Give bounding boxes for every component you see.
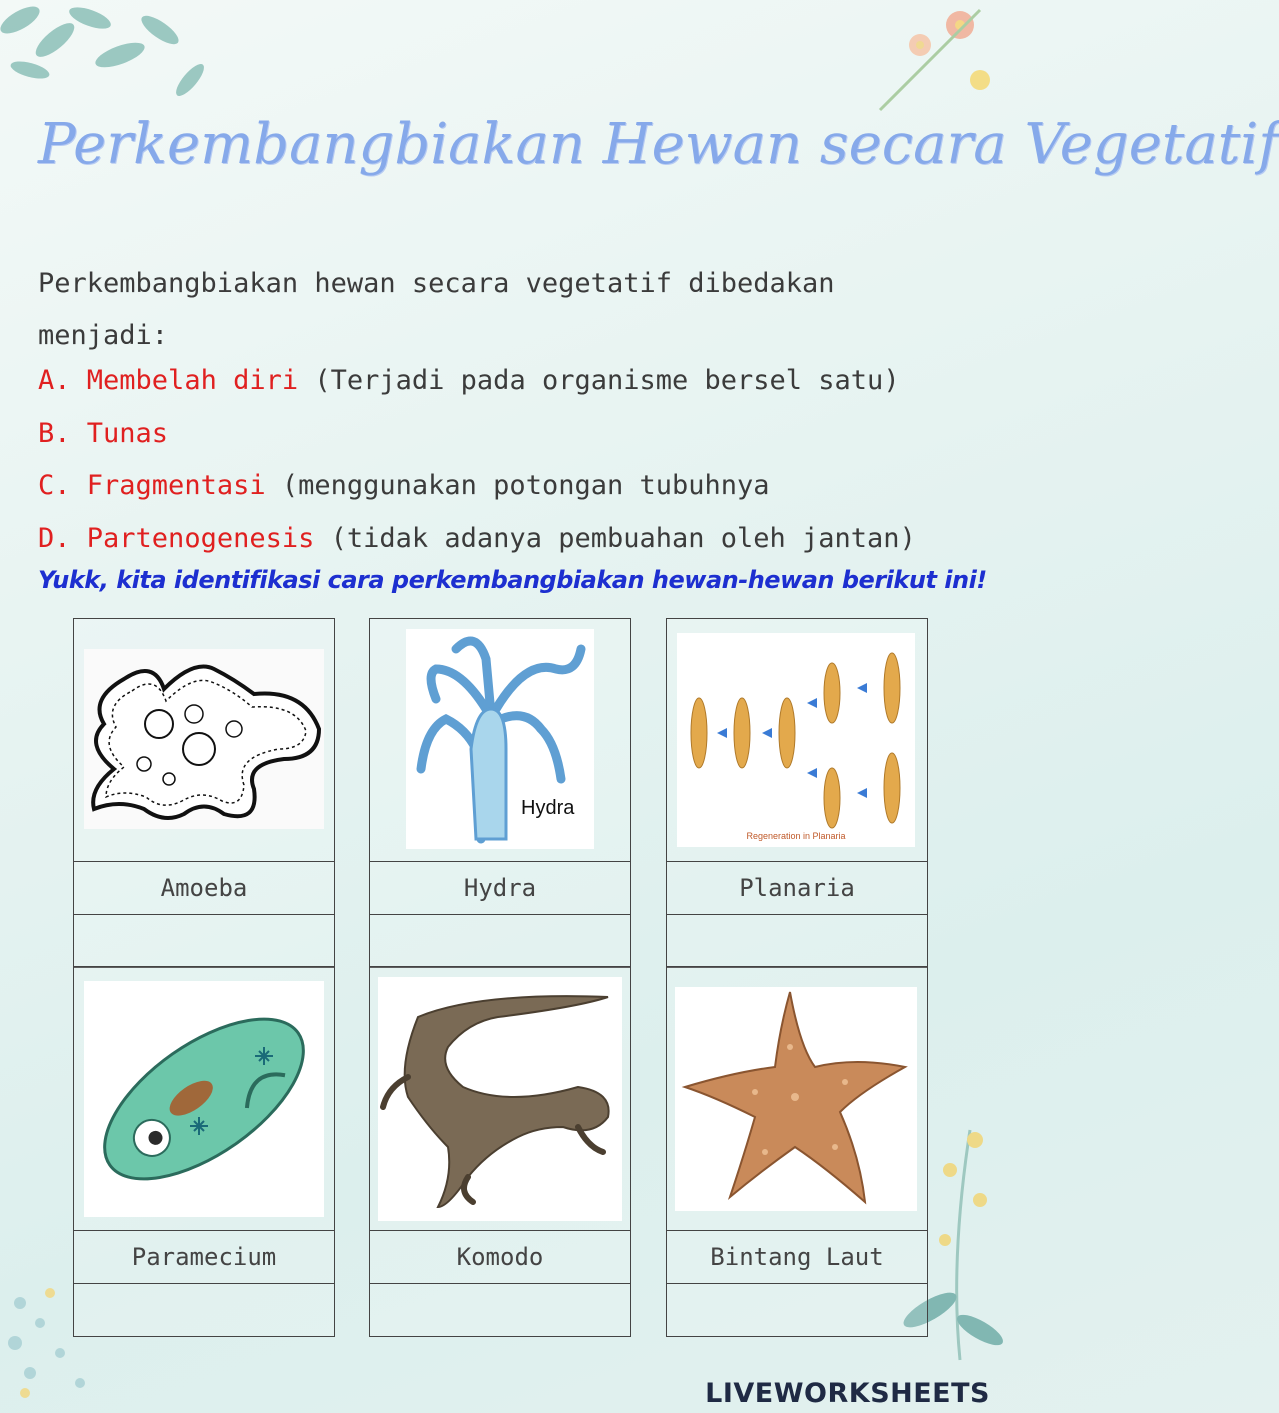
image-box: [667, 619, 927, 862]
animal-card-komodo: [369, 966, 631, 1337]
animal-card-planaria: [666, 618, 928, 968]
answer-input[interactable]: [370, 1284, 630, 1336]
answer-input[interactable]: [667, 915, 927, 967]
image-box: [370, 619, 630, 862]
animal-label: Bintang Laut: [667, 1231, 927, 1284]
list-letter: C.: [38, 470, 71, 501]
hydra-image-caption: Hydra: [521, 797, 575, 819]
hydra-image: [406, 629, 594, 849]
list-letter: B.: [38, 417, 71, 449]
answer-field[interactable]: [667, 915, 927, 967]
intro-line-1: Perkembangbiakan hewan secara vegetatif dibedakan: [38, 268, 835, 299]
image-box: [370, 967, 630, 1231]
instruction-text: Yukk, kita identifikasi cara perkembangbiakan hewan-hewan berikut ini!: [38, 566, 987, 594]
reproduction-types-list: [38, 355, 978, 565]
image-box: [74, 619, 334, 862]
answer-field[interactable]: [74, 1284, 334, 1336]
intro-text: [38, 258, 958, 362]
list-name: Fragmentasi: [86, 470, 266, 501]
answer-field[interactable]: [370, 1284, 630, 1336]
list-item: [38, 408, 978, 461]
animal-label: Hydra: [370, 862, 630, 915]
list-name: Partenogenesis: [86, 522, 315, 554]
answer-input[interactable]: [74, 915, 334, 967]
list-item: [38, 355, 978, 408]
list-item: [38, 513, 978, 566]
list-letter: A.: [38, 365, 71, 396]
animal-card-paramecium: [73, 966, 335, 1337]
starfish-image: [675, 987, 917, 1211]
list-letter: D.: [38, 522, 71, 554]
list-name: Membelah diri: [86, 365, 299, 396]
answer-input[interactable]: [370, 915, 630, 967]
animal-label: Paramecium: [74, 1231, 334, 1284]
answer-field[interactable]: [74, 915, 334, 967]
animal-label: Komodo: [370, 1231, 630, 1284]
animal-card-amoeba: [73, 618, 335, 968]
leaf-decoration-top-left-icon: [0, 0, 230, 130]
animal-card-hydra: [369, 618, 631, 968]
list-item: [38, 460, 978, 513]
list-name: Tunas: [86, 417, 169, 449]
list-note: (Terjadi pada organisme bersel satu): [314, 365, 900, 396]
page-title: Perkembangbiakan Hewan secara Vegetatif: [38, 112, 1279, 177]
list-note: (tidak adanya pembuahan oleh jantan): [330, 522, 916, 554]
planaria-image-caption: Regeneration in Planaria: [746, 831, 846, 841]
animal-label: Planaria: [667, 862, 927, 915]
answer-field[interactable]: [370, 915, 630, 967]
intro-line-2: menjadi:: [38, 320, 169, 351]
answer-input[interactable]: [667, 1284, 927, 1336]
amoeba-image: [84, 649, 324, 829]
animal-label: Amoeba: [74, 862, 334, 915]
planaria-image: [677, 633, 915, 847]
list-note: (menggunakan potongan tubuhnya: [281, 470, 770, 501]
image-box: [74, 967, 334, 1231]
animal-card-bintang-laut: [666, 966, 928, 1337]
brand-logo: [705, 1378, 990, 1409]
answer-input[interactable]: [74, 1284, 334, 1336]
flower-decoration-top-right-icon: [860, 0, 1000, 120]
brand-text: LIVEWORKSHEETS: [705, 1378, 990, 1409]
komodo-image: [378, 977, 622, 1221]
paramecium-image: [84, 981, 324, 1217]
answer-field[interactable]: [667, 1284, 927, 1336]
image-box: [667, 967, 927, 1231]
